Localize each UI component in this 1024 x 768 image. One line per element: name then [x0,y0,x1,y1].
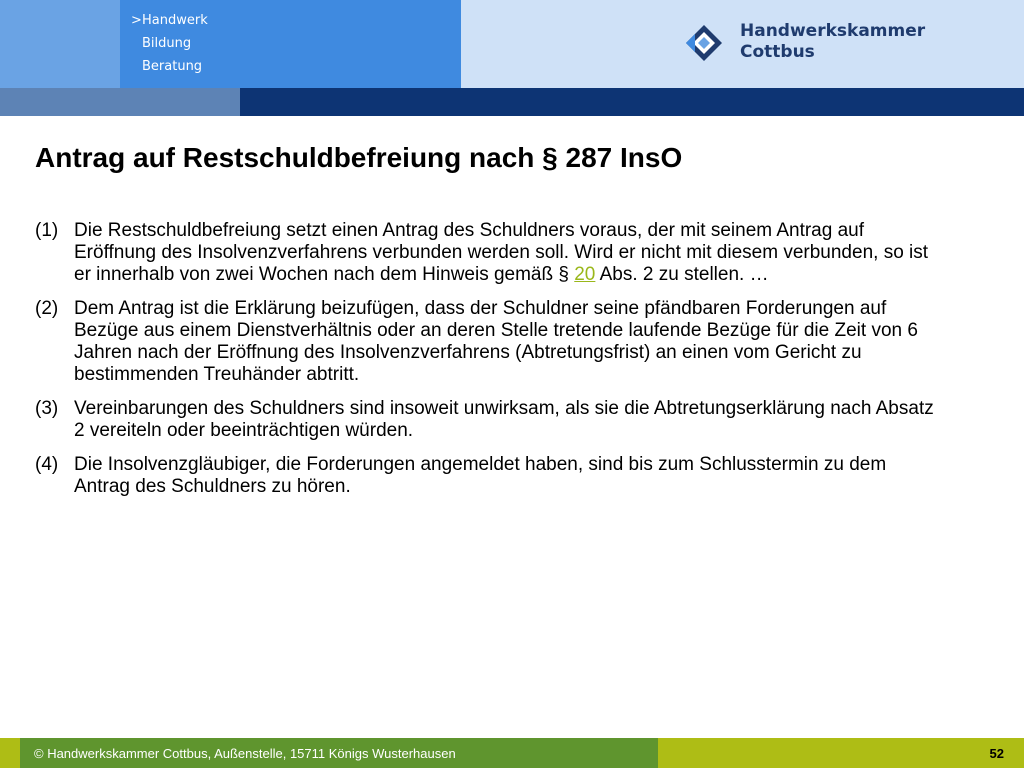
list-item [35,298,935,386]
brand-line-1: Handwerkskammer [740,21,926,41]
header-band-light [0,88,240,116]
item-text-tail: Abs. 2 zu stellen. … [595,264,769,285]
item-number: (3) [35,398,59,419]
header-band-dark [240,88,1024,116]
footer-copyright: © Handwerkskammer Cottbus, Außenstelle, 15711 Königs Wusterhausen [34,746,456,761]
slide-title: Antrag auf Restschuldbefreiung nach § 287 InsO [35,142,683,173]
hwk-cube-logo-icon [685,24,723,62]
header-left-block [0,0,120,88]
item-text: Die Insolvenzgläubiger, die Forderungen angemeldet haben, sind bis zum Schlusstermin zu dem Antrag des Schuldners zu hören. [74,454,887,497]
paragraph-list [35,220,935,510]
brand-name [740,21,925,63]
item-number: (1) [35,220,59,241]
footer-accent-right [658,738,1024,768]
brand-line-2: Cottbus [740,42,815,62]
item-text: Vereinbarungen des Schuldners sind insoweit unwirksam, als sie die Abtretungserklärung nach Absatz 2 vereiteln oder beeinträchtigen würden. [74,398,934,441]
nav-item-handwerk[interactable]: > Handwerk [131,9,208,32]
paragraph-20-link[interactable]: 20 [574,264,596,285]
item-number: (2) [35,298,59,319]
page-number: 52 [989,746,1004,761]
nav-item-bildung[interactable]: Bildung [142,36,192,51]
list-item [35,398,935,442]
list-item [35,220,935,286]
nav-item-beratung[interactable]: Beratung [142,59,203,74]
footer-accent-left [0,738,20,768]
item-text: Die Restschuldbefreiung setzt einen Antrag des Schuldners voraus, der mit seinem Antrag auf Eröffnung des Insolvenzverfahrens verbunden werden soll. Wird er nicht mit diesem verbunden, so ist er innerhalb von zwei Wochen nach dem Hinweis gemäß § [74,220,929,285]
item-text: Dem Antrag ist die Erklärung beizufügen, dass der Schuldner seine pfändbaren Forderungen auf Bezüge aus einem Dienstverhältnis oder an deren Stelle tretende laufende Bezüge für die Zeit von 6 Jahren nach der Eröffnung des Insolvenzverfahrens (Abtretungsfrist) an einen vom Gericht zu bestimmenden Treuhänder abtritt. [74,298,918,385]
list-item [35,454,935,498]
chevron-right-icon: > [131,13,142,28]
item-number: (4) [35,454,59,475]
header-nav [131,9,208,78]
